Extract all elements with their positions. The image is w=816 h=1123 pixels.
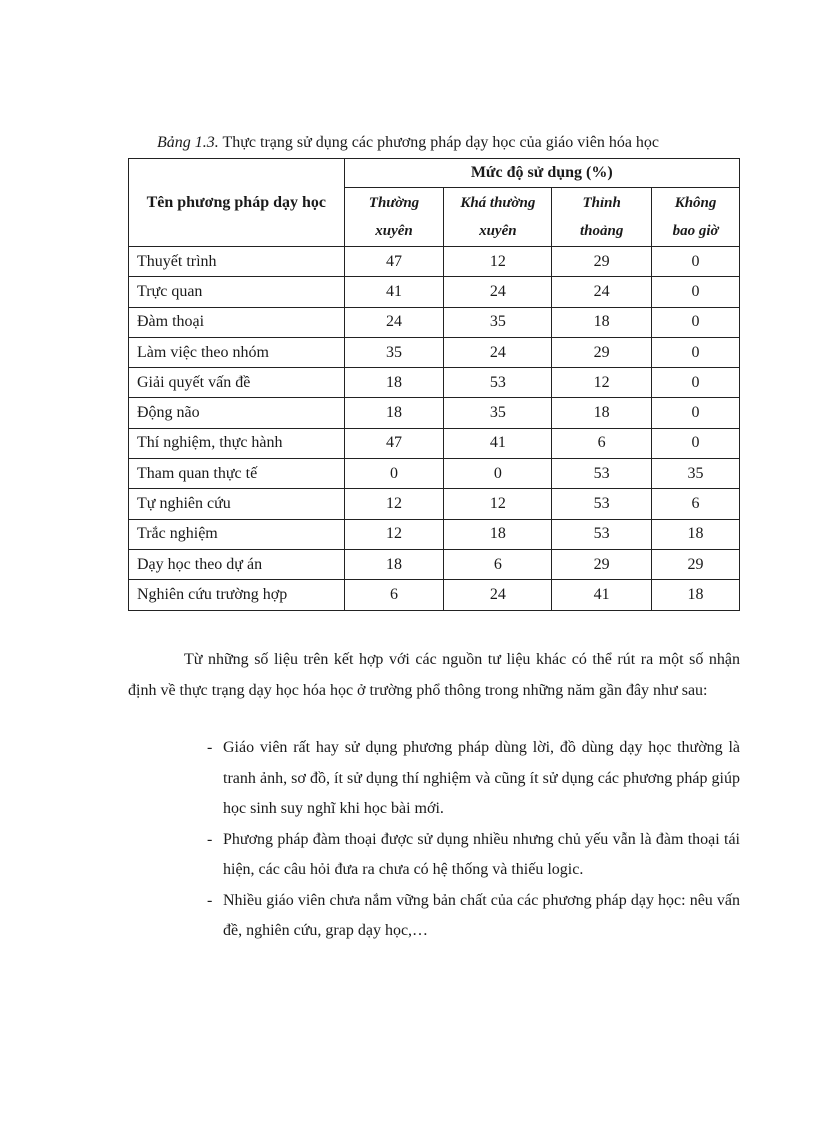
value-cell: 18: [552, 307, 652, 337]
method-name: Tham quan thực tế: [129, 459, 345, 489]
table-row: [129, 489, 740, 519]
body-paragraph: Từ những số liệu trên kết hợp với các nguồn tư liệu khác có thể rút ra một số nhận định về thực trạng dạy học hóa học ở trường phổ thông trong những năm gần đây như sau:: [128, 651, 740, 699]
method-name: Động não: [129, 398, 345, 428]
value-cell: 29: [652, 549, 740, 579]
value-cell: 12: [444, 247, 552, 277]
value-cell: 24: [344, 307, 444, 337]
value-cell: 18: [344, 398, 444, 428]
bullet-marker: -: [207, 739, 213, 756]
value-cell: 0: [652, 307, 740, 337]
table-row: [129, 277, 740, 307]
value-cell: 6: [552, 428, 652, 458]
method-name: Thuyết trình: [129, 247, 345, 277]
value-cell: 53: [552, 489, 652, 519]
usage-level-header: Mức độ sử dụng (%): [344, 159, 739, 188]
value-cell: 0: [652, 398, 740, 428]
table-row: [129, 459, 740, 489]
list-item-text: Nhiều giáo viên chưa nắm vững bản chất của các phương pháp dạy học: nêu vấn đề, nghiên cứu, grap dạy học,…: [223, 891, 740, 939]
value-cell: 0: [652, 277, 740, 307]
value-cell: 29: [552, 247, 652, 277]
value-cell: 0: [652, 247, 740, 277]
list-item: [207, 825, 740, 886]
value-cell: 53: [552, 519, 652, 549]
table-row: [129, 247, 740, 277]
bullet-marker: -: [207, 830, 213, 848]
value-cell: 24: [444, 337, 552, 367]
value-cell: 18: [652, 519, 740, 549]
table-row: [129, 398, 740, 428]
table-caption: [0, 132, 816, 154]
value-cell: 24: [444, 277, 552, 307]
method-name: Đàm thoại: [129, 307, 345, 337]
value-cell: 53: [444, 368, 552, 398]
value-cell: 6: [444, 549, 552, 579]
value-cell: 18: [444, 519, 552, 549]
method-name: Tự nghiên cứu: [129, 489, 345, 519]
value-cell: 18: [344, 549, 444, 579]
table-row: [129, 580, 740, 610]
value-cell: 12: [552, 368, 652, 398]
value-cell: 41: [552, 580, 652, 610]
method-usage-table: [128, 158, 740, 611]
method-name: Giải quyết vấn đề: [129, 368, 345, 398]
caption-text: Thực trạng sử dụng các phương pháp dạy học của giáo viên hóa học: [218, 134, 660, 151]
table-row: [129, 549, 740, 579]
value-cell: 35: [444, 307, 552, 337]
value-cell: 29: [552, 337, 652, 367]
value-cell: 0: [344, 459, 444, 489]
value-cell: 6: [652, 489, 740, 519]
value-cell: 29: [552, 549, 652, 579]
value-cell: 18: [344, 368, 444, 398]
column-header-fairly-often: Khá thường xuyên: [444, 188, 552, 247]
table-row: [129, 368, 740, 398]
list-item: [207, 733, 740, 825]
method-name: Thí nghiệm, thực hành: [129, 428, 345, 458]
table-row: [129, 307, 740, 337]
list-item-text: Giáo viên rất hay sử dụng phương pháp dùng lời, đồ dùng dạy học thường là tranh ảnh, sơ đồ, ít sử dụng thí nghiệm và cũng ít sử dụng các phương pháp giúp học sinh suy nghĩ khi học bài mới.: [223, 739, 740, 817]
observation-list: [207, 733, 740, 947]
value-cell: 12: [344, 519, 444, 549]
value-cell: 0: [652, 368, 740, 398]
value-cell: 41: [444, 428, 552, 458]
value-cell: 24: [552, 277, 652, 307]
value-cell: 47: [344, 428, 444, 458]
value-cell: 0: [444, 459, 552, 489]
value-cell: 35: [444, 398, 552, 428]
column-header-sometimes: Thỉnh thoảng: [552, 188, 652, 247]
list-item: [207, 886, 740, 947]
value-cell: 35: [344, 337, 444, 367]
method-column-header: Tên phương pháp dạy học: [129, 159, 345, 247]
method-name: Trắc nghiệm: [129, 519, 345, 549]
method-name: Làm việc theo nhóm: [129, 337, 345, 367]
method-name: Nghiên cứu trường hợp: [129, 580, 345, 610]
method-name: Dạy học theo dự án: [129, 549, 345, 579]
value-cell: 0: [652, 337, 740, 367]
value-cell: 12: [344, 489, 444, 519]
value-cell: 24: [444, 580, 552, 610]
value-cell: 53: [552, 459, 652, 489]
table-row: [129, 428, 740, 458]
table-row: [129, 337, 740, 367]
value-cell: 18: [652, 580, 740, 610]
method-name: Trực quan: [129, 277, 345, 307]
column-header-often: Thường xuyên: [344, 188, 444, 247]
value-cell: 35: [652, 459, 740, 489]
value-cell: 6: [344, 580, 444, 610]
column-header-never: Không bao giờ: [652, 188, 740, 247]
value-cell: 18: [552, 398, 652, 428]
value-cell: 41: [344, 277, 444, 307]
bullet-marker: -: [207, 891, 213, 909]
value-cell: 47: [344, 247, 444, 277]
table-row: [129, 519, 740, 549]
caption-label: Bảng 1.3.: [156, 134, 219, 151]
value-cell: 0: [652, 428, 740, 458]
value-cell: 12: [444, 489, 552, 519]
list-item-text: Phương pháp đàm thoại được sử dụng nhiều nhưng chủ yếu vẫn là đàm thoại tái hiện, các câu hỏi đưa ra chưa có hệ thống và thiếu logic.: [223, 830, 740, 878]
